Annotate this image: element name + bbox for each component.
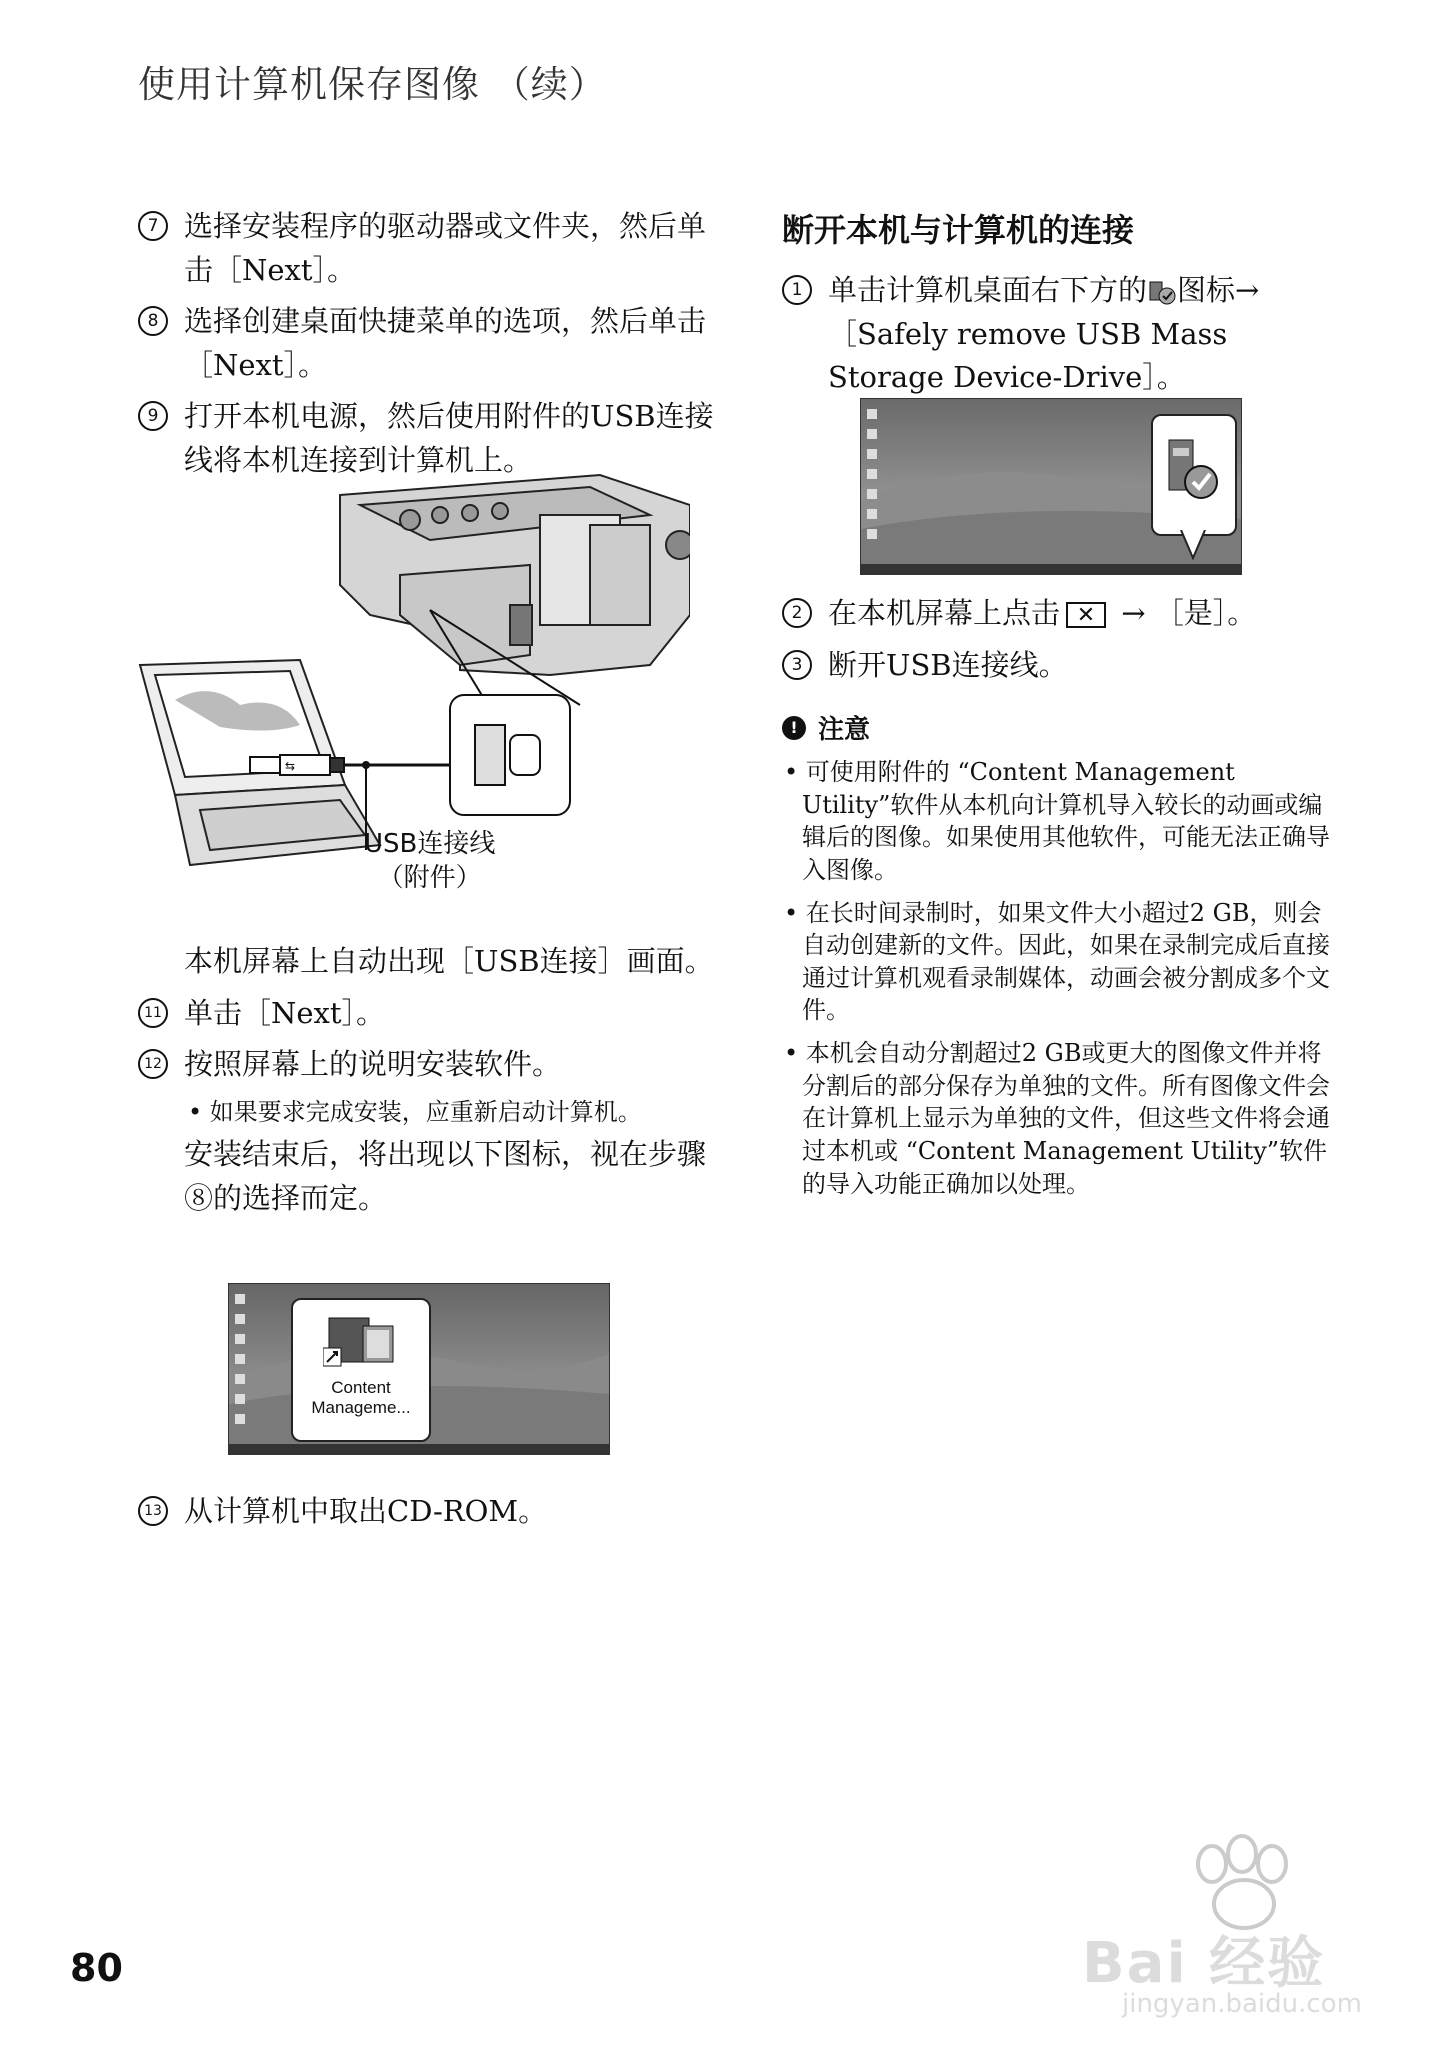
- step-number: 3: [782, 650, 812, 680]
- step-12: [138, 1043, 718, 1087]
- step-number: 8: [138, 306, 168, 336]
- step-text: 断开USB连接线。: [828, 647, 1068, 682]
- step-12-after-text: 安装结束后，将出现以下图标，视在步骤⑧的选择而定。: [184, 1137, 707, 1215]
- camcorder-illustration: [340, 475, 690, 675]
- step-text-before: 在本机屏幕上点击: [828, 596, 1061, 630]
- step-3: [782, 644, 1342, 688]
- note-item: • 本机会自动分割超过2 GB或更大的图像文件并将分割后的部分保存为单独的文件。所有图像文件会在计算机上显示为单独的文件，但这些文件将会通过本机或 “Content Management Utility”软件的导入功能正确加以处理。: [784, 1039, 1330, 1198]
- right-column: [782, 205, 1342, 408]
- step-number: 2: [782, 598, 812, 628]
- note-item: • 可使用附件的 “Content Management Utility”软件从本机向计算机导入较长的动画或编辑后的图像。如果使用其他软件，可能无法正确导入图像。: [784, 758, 1330, 884]
- usb-screen-paragraph: 本机屏幕上自动出现［USB连接］画面。: [184, 944, 714, 978]
- step-text: 按照屏幕上的说明安装软件。: [184, 1047, 562, 1081]
- step-12-bullet: • 如果要求完成安装，应重新启动计算机。: [188, 1097, 642, 1126]
- callout-pointer: [1179, 530, 1209, 560]
- step-text: 选择创建桌面快捷菜单的选项，然后单击［Next］。: [184, 304, 707, 382]
- close-icon: ✕: [1066, 602, 1106, 628]
- note-item: • 在长时间录制时，如果文件大小超过2 GB，则会自动创建新的文件。因此，如果在录制完成后直接通过计算机观看录制媒体，动画会被分割成多个文件。: [784, 898, 1330, 1025]
- step-number: 12: [138, 1049, 168, 1079]
- step-number: 13: [138, 1496, 168, 1526]
- baidu-watermark: [1062, 1824, 1392, 2024]
- step-text: 选择安装程序的驱动器或文件夹，然后单击［Next］。: [184, 209, 707, 287]
- watermark-brand: Bai 经验: [1082, 1931, 1326, 1996]
- shortcut-label-line1: Content: [331, 1378, 391, 1397]
- step-13: [138, 1490, 718, 1534]
- left-column-bottom: [138, 1490, 718, 1542]
- taskbar-screenshot: [860, 398, 1242, 575]
- step-text-after: 图标→［Safely remove USB Mass Storage Device-Drive］。: [828, 273, 1260, 394]
- usb-cable-label-line2: （附件）: [377, 862, 482, 893]
- note-title-text: 注意: [818, 715, 871, 745]
- content-management-utility-icon: [323, 1310, 399, 1370]
- tray-icon-callout: [1151, 414, 1237, 536]
- left-column-lower: [138, 940, 718, 1228]
- svg-text:⇆: ⇆: [285, 759, 296, 773]
- page-number: 80: [70, 1946, 123, 1990]
- step-11: [138, 992, 718, 1036]
- step-text-before: 单击计算机桌面右下方的: [828, 273, 1148, 307]
- step-text: 打开本机电源，然后使用附件的USB连接线将本机连接到计算机上。: [184, 399, 714, 477]
- step-number: 9: [138, 401, 168, 431]
- usb-cable-label-line1: USB连接线: [364, 829, 496, 859]
- safely-remove-hardware-icon: [1163, 434, 1223, 504]
- step-text-after: → ［是］。: [1112, 596, 1257, 630]
- left-column: [138, 205, 718, 490]
- warning-icon: !: [782, 716, 806, 740]
- shortcut-label-line2: Manageme...: [311, 1398, 411, 1418]
- step-number: 11: [138, 998, 168, 1028]
- section-title: 断开本机与计算机的连接: [782, 211, 1135, 249]
- step-1: [782, 269, 1342, 400]
- note-heading: [782, 709, 1342, 746]
- step-text: 单击［Next］。: [184, 995, 386, 1030]
- watermark-url: jingyan.baidu.com: [1122, 1989, 1362, 2019]
- shortcut-label: [293, 1378, 429, 1419]
- shortcut-callout: [291, 1298, 431, 1442]
- step-number: 1: [782, 275, 812, 305]
- right-column-lower: [782, 592, 1342, 1210]
- step-text: 从计算机中取出CD-ROM。: [184, 1494, 548, 1528]
- usb-cable-label: [364, 828, 495, 896]
- step-number: 7: [138, 211, 168, 241]
- page-header: 使用计算机保存图像 （续）: [138, 63, 607, 106]
- step-8: [138, 300, 718, 387]
- step-7: [138, 205, 718, 292]
- desktop-shortcut-screenshot: [228, 1283, 610, 1455]
- step-2: [782, 592, 1342, 636]
- safely-remove-hardware-icon: [1147, 278, 1177, 306]
